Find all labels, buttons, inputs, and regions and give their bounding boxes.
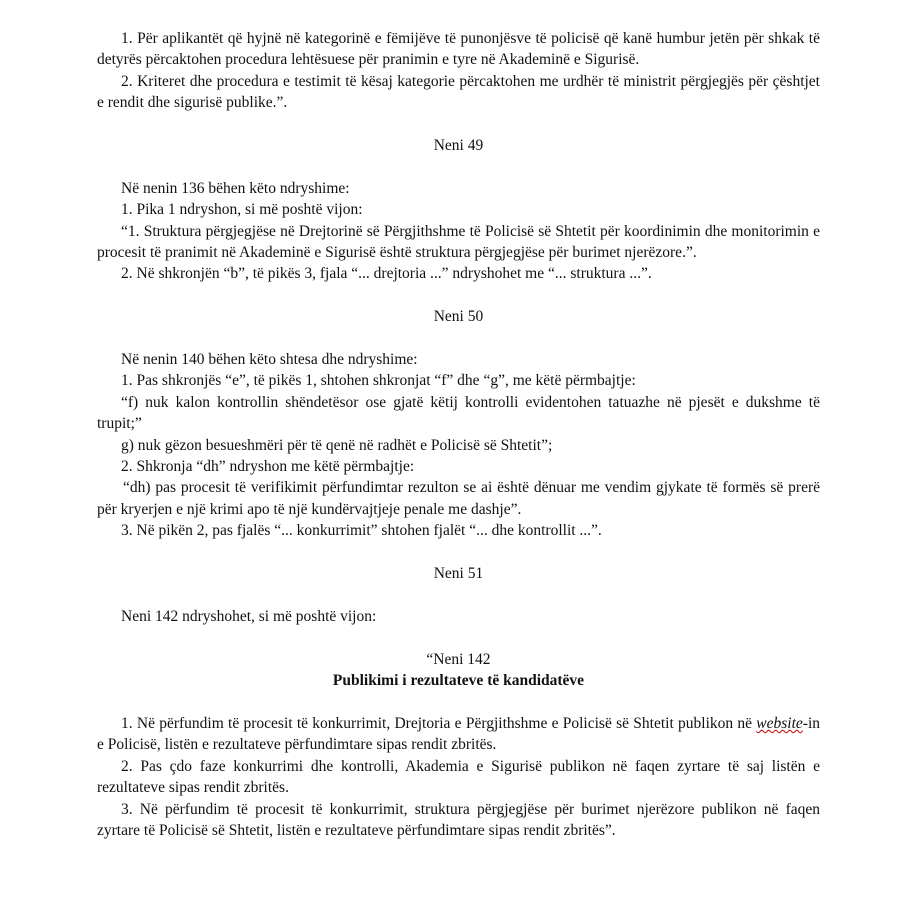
paragraph: 2. Shkronja “dh” ndryshon me këtë përmbajtje: xyxy=(121,458,415,476)
paragraph: Në nenin 136 bëhen këto ndryshime: xyxy=(121,179,350,197)
text-run: -in e Policisë, listën e rezultateve përfundimtare sipas rendit zbritës. xyxy=(97,714,820,754)
letter-item: “dh) pas procesit të verifikimit përfundimtar rezulton se ai është dënuar me vendim gjykate të formës së prerë për kryerjen e një krimi apo të një kundërvajtjeje penale me dashje”. xyxy=(97,479,820,518)
article-heading: Neni 50 xyxy=(433,308,484,326)
article-title: Publikimi i rezultateve të kandidatëve xyxy=(332,672,585,690)
spellcheck-word: website xyxy=(756,714,803,732)
paragraph: 1. Pika 1 ndryshon, si më poshtë vijon: xyxy=(121,201,363,219)
letter-item: “f) nuk kalon kontrollin shëndetësor ose gjatë këtij kontrolli evidentohen tatuazhe në pjesët e dukshme të trupit;” xyxy=(97,393,820,433)
article-heading: Neni 49 xyxy=(433,137,484,155)
paragraph: 1. Pas shkronjës “e”, të pikës 1, shtohen shkronjat “f” dhe “g”, me këtë përmbajtje: xyxy=(121,372,636,390)
quoted-paragraph: “1. Struktura përgjegjëse në Drejtorinë së Përgjithshme të Policisë së Shtetit për koordinimin dhe monitorimin e procesit të pranimit në Akademinë e Sigurisë është struktura përgjegjëse për burimet njerëzore.”. xyxy=(97,222,820,262)
article-heading: “Neni 142 xyxy=(426,650,491,668)
document-page xyxy=(97,28,820,841)
paragraph: 3. Në pikën 2, pas fjalës “... konkurrimit” shtohen fjalët “... dhe kontrollit ...”. xyxy=(121,522,602,540)
paragraph: 2. Pas çdo faze konkurrimi dhe kontrolli, Akademia e Sigurisë publikon në faqen zyrtare të saj listën e rezultateve sipas rendit zbritës. xyxy=(97,757,820,797)
paragraph: 2. Në shkronjën “b”, të pikës 3, fjala “... drejtoria ...” ndryshohet me “... struktura ...”. xyxy=(121,265,652,283)
letter-item: g) nuk gëzon besueshmëri për të qenë në radhët e Policisë së Shtetit”; xyxy=(121,436,553,454)
paragraph: 2. Kriteret dhe procedura e testimit të kësaj kategorie përcaktohen me urdhër të ministrit përgjegjës për çështjet e rendit dhe sigurisë publike.”. xyxy=(97,72,820,112)
article-heading: Neni 51 xyxy=(433,565,484,583)
paragraph: 3. Në përfundim të procesit të konkurrimit, struktura përgjegjëse për burimet njerëzore publikon në faqen zyrtare të Policisë së Shtetit, listën e rezultateve përfundimtare sipas rendit zbritës”. xyxy=(97,800,820,839)
paragraph xyxy=(97,713,820,756)
text-run: 1. Në përfundim të procesit të konkurrimit, Drejtoria e Përgjithshme e Policisë së Shtetit publikon në xyxy=(121,714,757,732)
paragraph: 1. Për aplikantët që hyjnë në kategorinë e fëmijëve të punonjësve të policisë që kanë humbur jetën për shkak të detyrës përcaktohen procedura lehtësuese për pranimin e tyre në Akademinë e Sigurisë. xyxy=(97,30,820,69)
paragraph: Në nenin 140 bëhen këto shtesa dhe ndryshime: xyxy=(121,351,418,369)
paragraph: Neni 142 ndryshohet, si më poshtë vijon: xyxy=(121,607,377,625)
